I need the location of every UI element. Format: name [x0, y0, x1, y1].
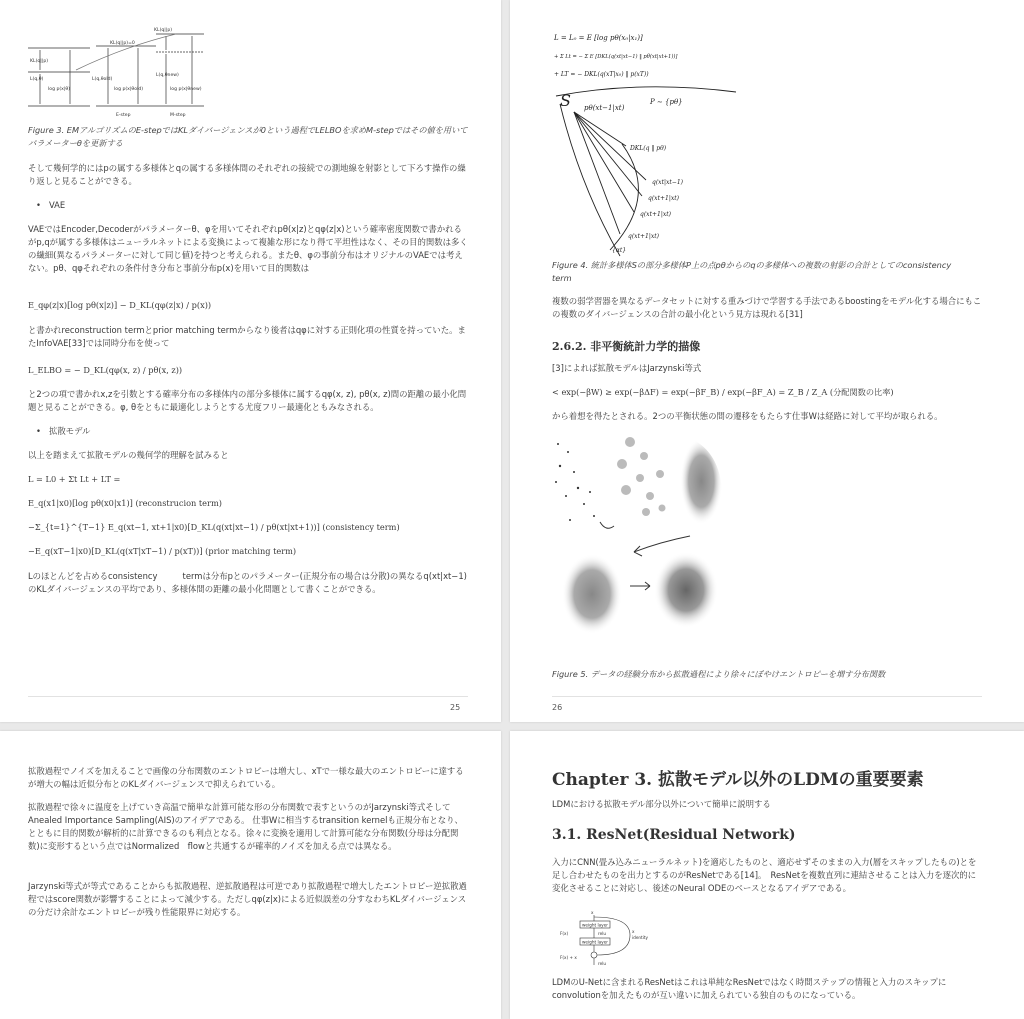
hand-eq-line1: L = L₀ = E [log pθ(x₀|x₁)] — [554, 34, 643, 42]
resnet-block-diagram — [558, 909, 668, 969]
equation: < exp(−βW) ≥ exp(−βΔF) = exp(−βF_B) / exp(−βF_A) = Z_B / Z_A (分配関数の比率) — [552, 387, 894, 397]
paragraph: から着想を得たとされる。2つの平衡状態の間の遷移をもたらす仕事Wは経路に対して平均が取られる。 — [552, 411, 943, 421]
paragraph: LDMにおける拡散モデル部分以外について簡単に説明する — [552, 799, 771, 809]
hand-dkl: DKL(q ‖ pθ) — [630, 145, 667, 152]
page-number: 25 — [450, 703, 461, 712]
hand-p-set: P ∼ {pθ} — [650, 98, 683, 106]
figure-4-caption: Figure 4. 統計多様体Sの部分多様体P上の点pθからのqの多様体への複数の射影の合計としてのconsistency term — [552, 260, 952, 283]
chapter-title: Chapter 3. 拡散モデル以外のLDMの重要要素 — [552, 770, 924, 790]
fig3-label-mstep: M-step — [170, 113, 186, 118]
equation: −Σ_{t=1}^{T−1} E_q(xt−1, xt+1|x0)[D_KL(q(xt|xt−1) / pθ(xt|xt+1))] (consistency term) — [28, 522, 400, 532]
figure-4-handwritten-diagram — [550, 26, 750, 258]
hand-set: {αt} — [612, 247, 627, 254]
fig3-label-kl3: KL(q||p) — [154, 28, 173, 33]
hand-eq-line2: + Σ Lt = − Σ E [DKL(q(xt|xt−1) ‖ pθ(xt|xt+1))] — [554, 54, 678, 60]
paragraph: と2つの項で書かれx,zを引数とする確率分布の多様体内の部分多様体に属するqφ(x, z), pθ(x, z)間の距離の最小化問題と見ることができる。φ, θをともに最適化しようとする尤度フリー最適化ともみなされる。 — [28, 389, 467, 412]
paragraph: Lのほとんどを占めるconsistency termは分布pとのパラメーター(正規分布の場合は分散)の異なるq(xt|xt−1)のKLダイバージェンスの平均であり、多様体間の距離の最小化問題として書くことができる。 — [28, 571, 467, 594]
paragraph: 複数の弱学習器を異なるデータセットに対する重みづけで学習する手法であるboostingをモデル化する場合にもこの複数のダイバージェンスの合計の最小化という見方は現れる[31] — [552, 296, 982, 319]
page-28 — [510, 731, 1024, 1019]
section-heading: 3.1. ResNet(Residual Network) — [552, 827, 796, 843]
paragraph: [3]によれば拡散モデルはJarzynski等式 — [552, 363, 702, 373]
page-26 — [510, 0, 1024, 722]
res-fx: F(x) — [560, 931, 569, 936]
figure-5-caption: Figure 5. データの経験分布から拡散過程により徐々にぼやけエントロピーを増す分布関数 — [552, 669, 886, 679]
fig3-label-lelbo2: L(q,θold) — [92, 77, 113, 82]
res-identity: identity — [632, 935, 648, 940]
res-weight2: weight layer — [582, 939, 608, 945]
bullet-diffusion: • 拡散モデル — [36, 425, 90, 438]
section-heading: 2.6.2. 非平衡統計力学的描像 — [552, 340, 701, 353]
res-weight1: weight layer — [582, 922, 608, 928]
paragraph: 入力にCNN(畳み込みニューラルネット)を適応したものと、適応せずそのままの入力(層をスキップしたもの)とを足し合わせたものを出力とするのがResNetである[14]。 ResNetを複数直列に連結させることは入力を逐次的に変化させることに対応し、後述のNeural ODEのベースとなるアイデアである。 — [552, 857, 977, 893]
equation: L_ELBO = − D_KL(qφ(x, z) / pθ(x, z)) — [28, 365, 183, 375]
equation: L = L0 + Σt Lt + LT = — [28, 474, 121, 484]
fig3-label-log1: log p(x|θ) — [48, 87, 71, 92]
paragraph: 以上を踏まえて拡散モデルの幾何学的理解を試みると — [28, 450, 229, 460]
footer-divider — [28, 696, 468, 697]
res-relu2: relu — [598, 961, 607, 966]
hand-eq-line3: + LT = − DKL(q(xT|x₀) ‖ p(xT)) — [554, 71, 649, 78]
equation: −E_q(xT−1|x0)[D_KL(q(xT|xT−1) / p(xT))] (prior matching term) — [28, 546, 297, 556]
page-25 — [0, 0, 501, 722]
res-x: x — [591, 910, 594, 915]
figure-3-em-diagram — [26, 24, 206, 120]
fig3-label-log2: log p(x|θold) — [114, 87, 144, 92]
paragraph: 拡散過程で徐々に温度を上げていき高温で簡単な計算可能な形の分布関数で表すというのがJarzynski等式そしてAnealed Importance Sampling(AIS)のアイデアである。 仕事Wに相当するtransition kernelも正規分布となり、とともに目的関数が解析的に計算できるのも利点となる。徐々に変換を適用して計算可能な分布関数(分母は分配関数)に変形するという点ではNormalized flowと共通するが確率的ノイズを加える点では異なる。 — [28, 802, 463, 851]
paragraph: Jarzynski等式が等式であることからも拡散過程、逆拡散過程は可逆であり拡散過程で増大したエントロピー逆拡散過程ではscore関数が影響することによって減少する。ただしqφ(z|x)による近似誤差の分すなわちKLダイバージェンスの分だけ余計なエントロピーが残り性能限界に対応する。 — [28, 881, 467, 917]
fig3-label-kl2: KL(q||p)=0 — [110, 41, 135, 46]
page-27 — [0, 731, 501, 1019]
res-x-identity: x — [632, 929, 635, 934]
paragraph: と書かれreconstruction termとprior matching termからなり後者はqφに対する正則化項の性質を持っていた。またInfoVAE[33]では同時分布を使って — [28, 325, 466, 348]
fig3-label-kl1: KL(q||p) — [30, 59, 49, 64]
paragraph: LDMのU-Netに含まれるResNetはこれは単純なResNetではなく時間ステップの情報と入力のスキップにconvolutionを加えたものが互い違いに加えられている独自のものになっている。 — [552, 977, 947, 1000]
equation: E_qφ(z|x)[log pθ(x|z)] − D_KL(qφ(z|x) / p(x)) — [28, 300, 212, 310]
fig3-label-lelbo3: L(q,θnew) — [156, 73, 179, 78]
paragraph: 拡散過程でノイズを加えることで画像の分布関数のエントロピーは増大し、xTで一様な最大のエントロピーに達するが増大の幅は近似分布とのKLダイバージェンスで抑えられている。 — [28, 766, 464, 789]
figure-5-diffusion-illustration — [550, 432, 730, 638]
hand-s: S — [560, 91, 571, 110]
hand-q3: q(xt+1|xt) — [640, 211, 671, 218]
bullet-vae: • VAE — [36, 199, 65, 212]
paragraph: VAEではEncoder,Decoderがパラメーターθ、φを用いてそれぞれpθ(x|z)とqφ(z|x)という確率密度関数で書かれるがp,qが属する多様体はニューラルネットによる変換によって複雑な形になり得て平坦性はなく、その目的関数は多くの繊細(異なるパラメーターに対して同じ値)を持つと考えられる。またθ、φの事前分布はオリジナルのVAEでは考えない。pθ、qφそれぞれの条件付き分布と事前分布p(x)を用いて目的関数は — [28, 224, 468, 273]
hand-q2: q(xt+1|xt) — [648, 195, 679, 202]
hand-q1: q(xt|xt−1) — [652, 179, 683, 186]
fig3-label-log3: log p(x|θnew) — [170, 87, 202, 92]
fig3-label-estep: E-step — [116, 113, 131, 118]
res-relu1: relu — [598, 931, 607, 936]
res-fxx: F(x) + x — [560, 955, 577, 960]
paragraph: そして幾何学的にはpの属する多様体とqの属する多様体間のそれぞれの接続での測地線を射影として下ろす操作の繰り返しと見ることができる。 — [28, 163, 466, 186]
figure-3-caption: Figure 3. EMアルゴリズムのE-stepではKLダイバージェンスが0という過程でLELBOを求めM-stepではその値を用いてパラメーターθを更新する — [28, 125, 468, 148]
fig3-label-lelbo1: L(q,θ) — [30, 77, 44, 82]
hand-p: pθ(xt−1|xt) — [584, 104, 625, 112]
equation: E_q(x1|x0)[log pθ(x0|x1)] (reconstrucion term) — [28, 498, 222, 508]
footer-divider — [552, 696, 982, 697]
hand-q4: q(xt+1|xt) — [628, 233, 659, 240]
page-number: 26 — [552, 703, 563, 712]
